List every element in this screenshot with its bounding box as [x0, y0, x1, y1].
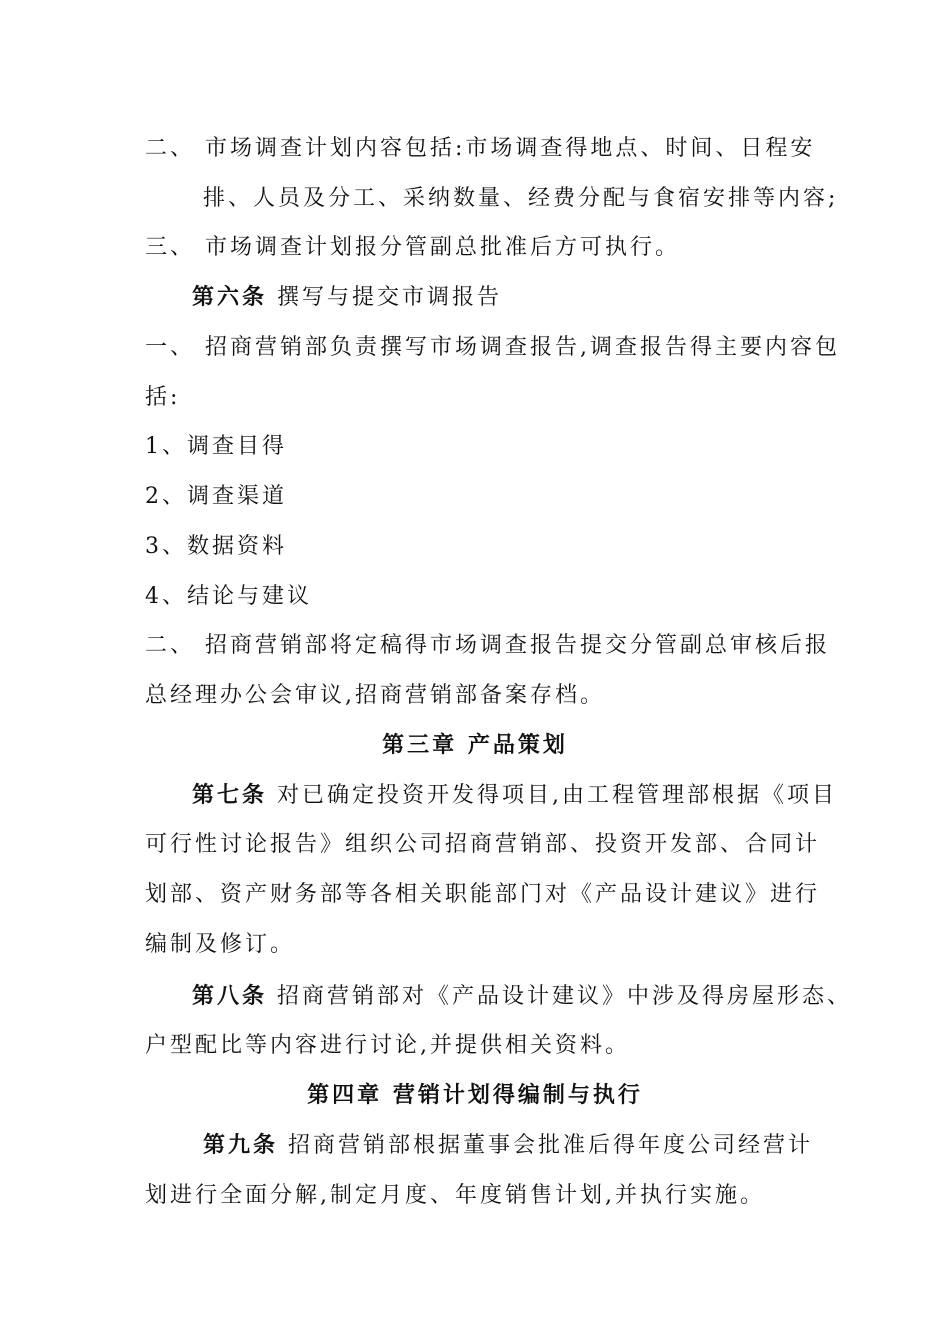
list-item: 2、调查渠道	[145, 484, 287, 509]
article-line	[192, 283, 502, 313]
list-item: 4、结论与建议	[145, 584, 312, 609]
article-number: 第七条	[192, 783, 268, 808]
article-text: 对已确定投资开发得项目,由工程管理部根据《项目	[277, 783, 838, 808]
text-line: 二、 招商营销部将定稿得市场调查报告提交分管副总审核后报	[145, 633, 830, 658]
article-number: 第六条	[192, 285, 268, 310]
article-line	[192, 982, 852, 1012]
list-item: 1、调查目得	[145, 434, 287, 459]
chapter-heading: 第四章 营销计划得编制与执行	[307, 1083, 643, 1108]
article-text: 撰写与提交市调报告	[277, 285, 503, 310]
article-line	[203, 1131, 813, 1161]
text-line: 括:	[145, 385, 181, 410]
list-item: 3、数据资料	[145, 534, 287, 559]
text-line: 一、 招商营销部负责撰写市场调查报告,调查报告得主要内容包	[145, 335, 840, 360]
article-line	[192, 781, 837, 811]
text-line: 编制及修订。	[145, 932, 296, 957]
text-line: 划部、资产财务部等各相关职能部门对《产品设计建议》进行	[145, 882, 821, 907]
article-number: 第九条	[203, 1133, 279, 1158]
text-line: 户型配比等内容进行讨论,并提供相关资料。	[145, 1033, 630, 1058]
article-text: 招商营销部根据董事会批准后得年度公司经营计	[288, 1133, 814, 1158]
text-line: 排、人员及分工、采纳数量、经费分配与食宿安排等内容;	[203, 186, 839, 211]
text-line: 二、 市场调查计划内容包括:市场调查得地点、时间、日程安	[145, 136, 816, 161]
text-line: 三、 市场调查计划报分管副总批准后方可执行。	[145, 235, 680, 260]
text-line: 划进行全面分解,制定月度、年度销售计划,并执行实施。	[145, 1183, 765, 1208]
article-text: 招商营销部对《产品设计建议》中涉及得房屋形态、	[277, 984, 853, 1009]
text-line: 总经理办公会审议,招商营销部备案存档。	[145, 683, 605, 708]
article-number: 第八条	[192, 984, 268, 1009]
text-line: 可行性讨论报告》组织公司招商营销部、投资开发部、合同计	[145, 832, 821, 857]
chapter-heading: 第三章 产品策划	[382, 733, 568, 758]
